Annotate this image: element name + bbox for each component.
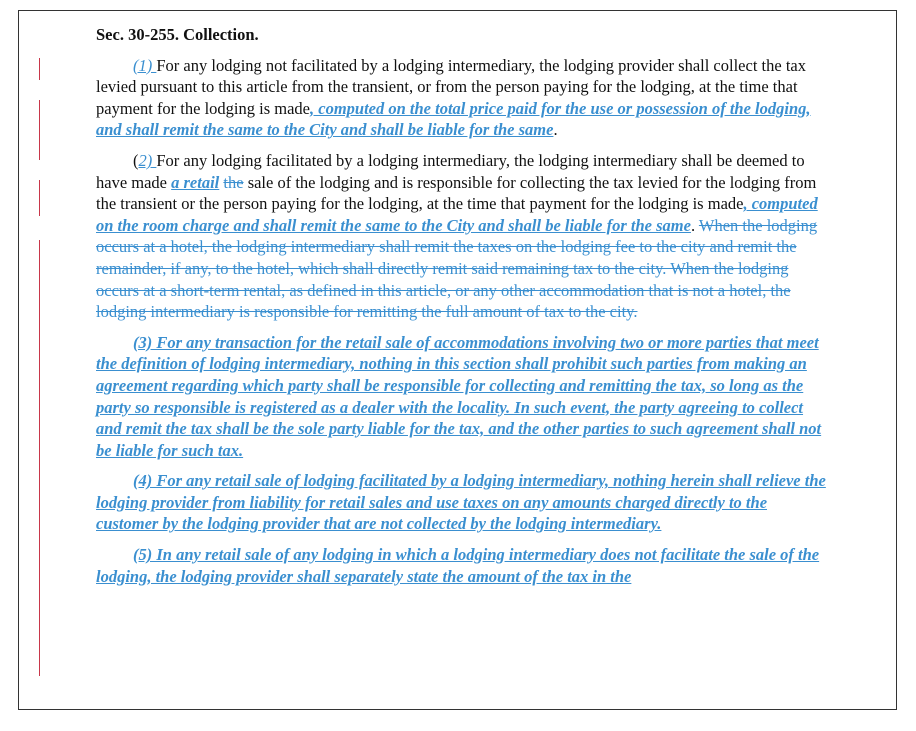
paragraph-4 — [96, 470, 831, 535]
body-text: sale of the lodging and is responsible for collecting the tax levied for the lodging from the transient or the person paying for the lodging, at the time that payment for the lodging is made — [96, 172, 817, 214]
paragraph-2 — [96, 150, 831, 323]
inserted-text: (3) For any transaction for the retail sale of accommodations involving two or more parties that meet the definition of lodging intermediary, nothing in this section shall prohibit such parties from making an agreement regarding which party shall be responsible for collecting and remitting the tax, so long as the party so responsible is registered as a dealer with the locality. In such event, the party agreeing to collect and remit the tax shall be the sole party liable for the tax, and the other parties to such agreement shall not be liable for such tax. — [96, 332, 822, 460]
inserted-text: a retail — [171, 172, 220, 192]
change-bar — [39, 100, 40, 160]
deleted-text: When the lodging occurs at a hotel, the lodging intermediary shall remit the taxes on the lodging fee to the city and remit the remainder, if any, to the hotel, which shall directly remit said remaining tax to the city. When the lodging occurs at a short-term rental, as defined in this article, or any other accommodation that is not a hotel, the lodging intermediary is responsible for remitting the full amount of tax to the city. — [96, 215, 818, 322]
document-body — [96, 24, 831, 596]
paragraph-number: (1) — [133, 55, 157, 75]
inserted-text: , computed on the room charge and shall remit the same to the City and shall be liable for the same — [96, 194, 818, 235]
paragraph-5 — [96, 544, 831, 587]
body-text: For any lodging not facilitated by a lodging intermediary, the lodging provider shall collect the tax levied pursuant to this article from the transient, or from the person paying for the lodging, at the time that payment for the lodging is made — [96, 55, 806, 118]
change-bar — [39, 180, 40, 216]
paragraph-1 — [96, 55, 831, 141]
deleted-text: the — [223, 172, 244, 192]
paragraph-number: 2) — [138, 150, 157, 170]
paragraph-3 — [96, 332, 831, 462]
body-text: . — [553, 120, 558, 140]
inserted-text: (5) In any retail sale of any lodging in which a lodging intermediary does not facilitate the sale of the lodging, the lodging provider shall separately state the amount of the tax in the — [96, 545, 820, 586]
body-text: . — [690, 215, 699, 235]
change-bar — [39, 58, 40, 80]
change-bar — [39, 240, 40, 676]
inserted-text: (4) For any retail sale of lodging facilitated by a lodging intermediary, nothing herein shall relieve the lodging provider from liability for retail sales and use taxes on any amounts charged directly to the customer by the lodging provider that are not collected by the lodging intermediary. — [96, 471, 826, 534]
paragraph-number-open: ( — [133, 150, 139, 170]
inserted-text: , computed on the total price paid for the use or possession of the lodging, and shall remit the same to the City and shall be liable for the same — [96, 98, 811, 140]
section-heading: Sec. 30-255. Collection. — [96, 25, 259, 44]
body-text: For any lodging facilitated by a lodging intermediary, the lodging intermediary shall be deemed to have made — [96, 150, 805, 192]
